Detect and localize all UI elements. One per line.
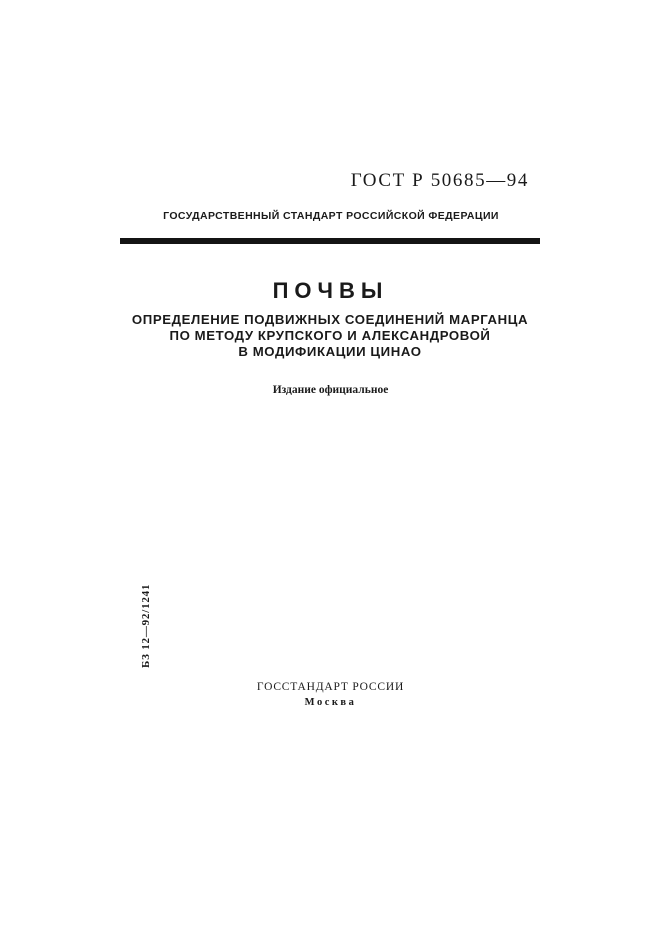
standard-number: ГОСТ Р 50685—94 [350, 170, 529, 191]
edition-label: Издание официальное [272, 384, 389, 396]
document-subtitle [120, 312, 540, 360]
subtitle-line-2: ПО МЕТОДУ КРУПСКОГО И АЛЕКСАНДРОВОЙ [169, 328, 491, 343]
document-title: ПОЧВЫ [272, 278, 389, 303]
subtitle-line-3: В МОДИФИКАЦИИ ЦИНАО [238, 344, 422, 359]
publisher-name: ГОССТАНДАРТ РОССИИ [256, 681, 405, 693]
publisher-city: Москва [304, 697, 357, 708]
header-rule [120, 238, 540, 244]
subtitle-line-1: ОПРЕДЕЛЕНИЕ ПОДВИЖНЫХ СОЕДИНЕНИЙ МАРГАНЦА [131, 312, 529, 327]
state-standard-heading: ГОСУДАРСТВЕННЫЙ СТАНДАРТ РОССИЙСКОЙ ФЕДЕРАЦИИ [163, 210, 499, 222]
side-code-text: БЗ 12—92/1241 [140, 583, 152, 668]
